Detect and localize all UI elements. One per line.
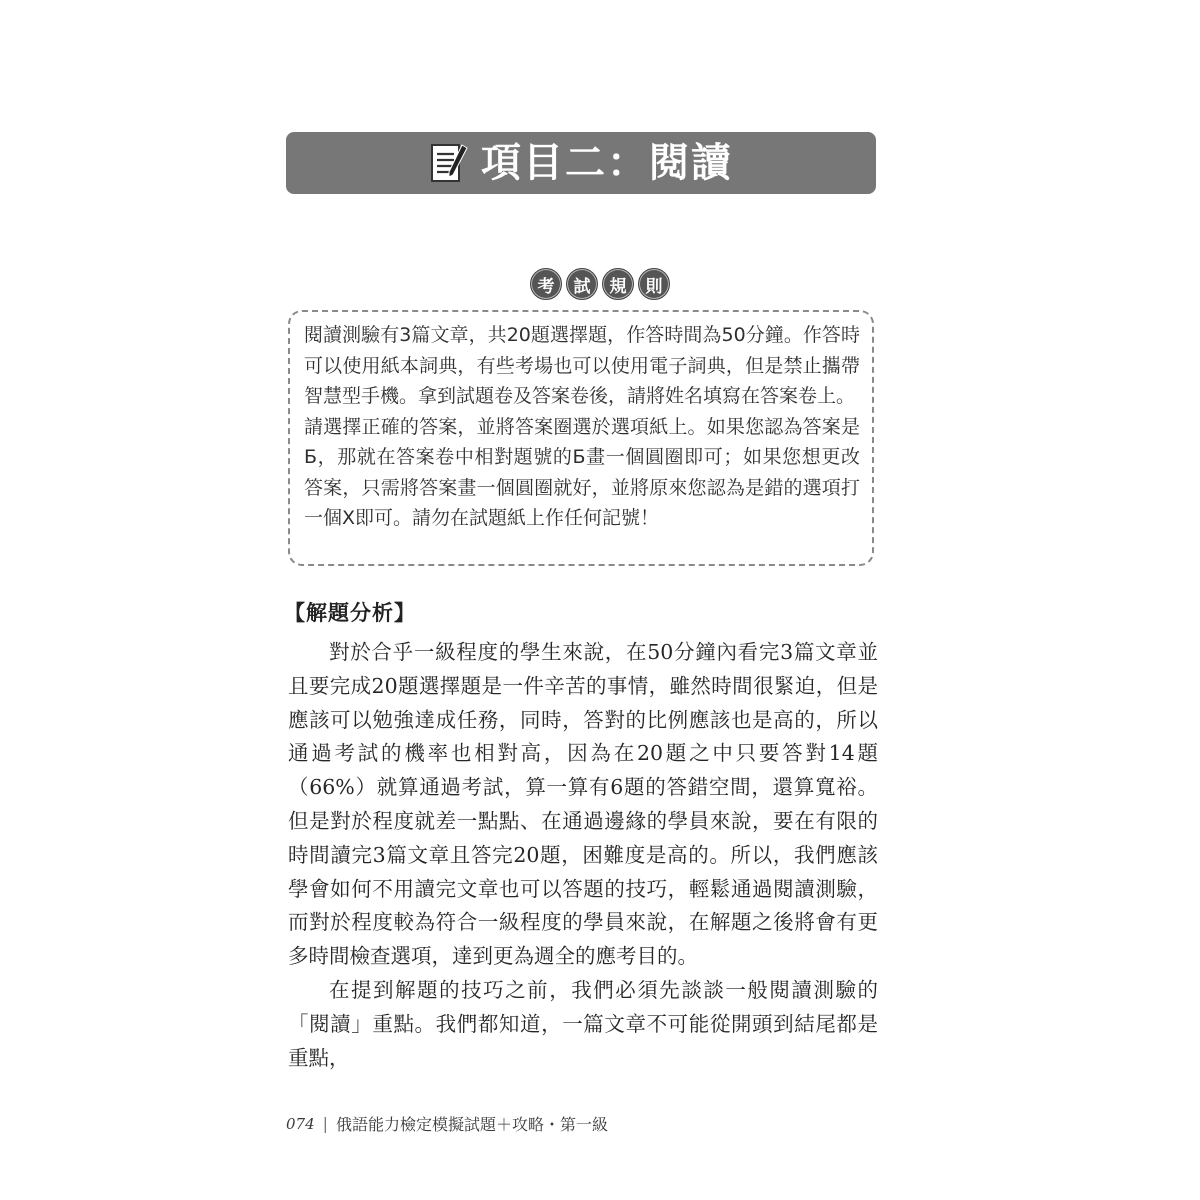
exam-rules-box [288,310,874,566]
book-title: 俄語能力檢定模擬試題＋攻略・第一級 [336,1115,609,1134]
footer-separator: | [322,1114,329,1133]
exam-rules-heading [0,268,1200,300]
rules-heading-char: 規 [602,268,634,300]
rules-paragraph: 請選擇正確的答案，並將答案圈選於選項紙上。如果您認為答案是Б，那就在答案卷中相對題號的Б畫一個圓圈即可；如果您想更改答案，只需將答案畫一個圓圈就好，並將原來您認為是錯的選項打一個X即可。請勿在試題紙上作任何記號！ [304,415,860,529]
page-footer [286,1112,608,1135]
analysis-body [288,636,878,1075]
body-paragraph: 對於合乎一級程度的學生來說，在50分鐘內看完3篇文章並且要完成20題選擇題是一件辛苦的事情，雖然時間很緊迫，但是應該可以勉強達成任務，同時，答對的比例應該也是高的，所以通過考試的機率也相對高，因為在20題之中只要答對14題（66%）就算通過考試，算一算有6題的答錯空間，還算寬裕。但是對於程度就差一點點、在通過邊緣的學員來說，要在有限的時間讀完3篇文章且答完20題，困難度是高的。所以，我們應該學會如何不用讀完文章也可以答題的技巧，輕鬆通過閱讀測驗，而對於程度較為符合一級程度的學員來說，在解題之後將會有更多時間檢查選項，達到更為週全的應考目的。 [288,640,878,969]
section-title-bar [286,132,876,194]
notepad-pencil-icon [429,141,469,185]
rules-heading-char: 試 [566,268,598,300]
rules-paragraph: 閱讀測驗有3篇文章，共20題選擇題，作答時間為50分鐘。作答時可以使用紙本詞典，有些考場也可以使用電子詞典，但是禁止攜帶智慧型手機。拿到試題卷及答案卷後，請將姓名填寫在答案卷上。 [304,324,860,407]
rules-heading-char: 考 [530,268,562,300]
section-title: 項目二：閱讀 [481,139,733,186]
body-paragraph: 在提到解題的技巧之前，我們必須先談談一般閱讀測驗的「閱讀」重點。我們都知道，一篇文章不可能從開頭到結尾都是重點， [288,977,878,1070]
page-number: 074 [286,1114,315,1133]
analysis-heading: 【解題分析】 [284,601,416,625]
rules-heading-char: 則 [638,268,670,300]
